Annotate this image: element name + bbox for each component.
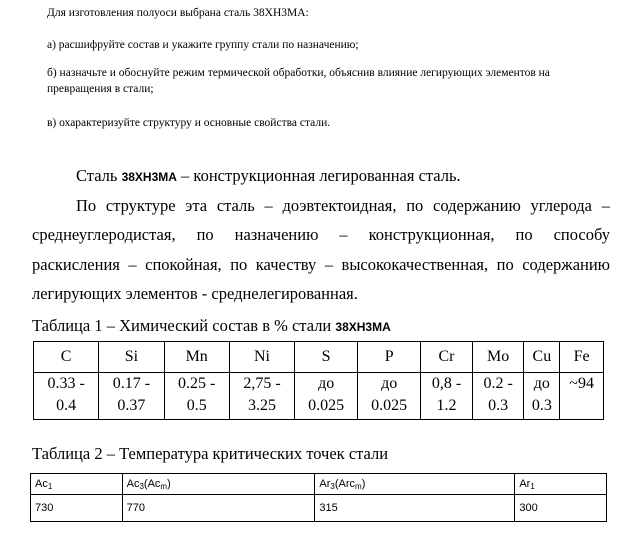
- value-line-2: 0.5: [186, 397, 207, 414]
- table1-header-cell: C: [34, 342, 99, 373]
- value-line-1: 2,75 -: [243, 375, 281, 392]
- table2-header-cell: [315, 474, 515, 495]
- table1-header-row: [34, 342, 604, 373]
- task-item-a: а) расшифруйте состав и укажите группу стали по назначению;: [47, 39, 359, 51]
- value-line-2: 1.2: [436, 397, 457, 414]
- answer-p1-suffix: – конструкционная легированная сталь.: [176, 166, 461, 185]
- value-line-1: 0.2 -: [483, 375, 513, 392]
- table1-header-cell: Cr: [421, 342, 473, 373]
- table1-caption: [32, 316, 391, 336]
- point-base: Ac: [126, 477, 140, 490]
- answer-p2-line3: раскисления – спокойная, по качеству – высококачественная, по содержанию: [32, 255, 610, 274]
- task-intro: Для изготовления полуоси выбрана сталь 38ХН3МА:: [47, 7, 309, 19]
- value-line-1: 0.17 -: [112, 375, 151, 392]
- point-subscript: 3: [139, 481, 144, 491]
- table1-header-cell: Ni: [229, 342, 294, 373]
- value-line-1: ~94: [569, 375, 594, 392]
- value-line-2: 0.025: [308, 397, 345, 414]
- value-line-2: 3.25: [247, 397, 276, 414]
- value-line-2: 0.3: [488, 397, 509, 414]
- table1-caption-prefix: Таблица 1 – Химический состав в % стали: [32, 316, 336, 335]
- table1-value-cell: [472, 373, 524, 420]
- table2-header-cell: [122, 474, 315, 495]
- answer-paragraph-1: [76, 166, 461, 186]
- table2-value-cell: 730: [31, 495, 123, 522]
- point-subscript: 3: [330, 481, 335, 491]
- value-line-2: 0.025: [371, 397, 408, 414]
- point-base: Ar: [519, 477, 531, 490]
- point-close: ): [167, 477, 171, 490]
- value-line-1: до: [318, 375, 335, 392]
- table2-value-cell: 315: [315, 495, 515, 522]
- value-line-1: 0.33 -: [47, 375, 85, 392]
- chemical-composition-table: [33, 341, 604, 420]
- table1-value-cell: [421, 373, 473, 420]
- point-subscript: 1: [47, 481, 53, 491]
- table1-value-cell: [524, 373, 560, 420]
- value-line-1: 0.25 -: [178, 375, 216, 392]
- table1-value-cell: [229, 373, 294, 420]
- table1-value-row: [34, 373, 604, 420]
- table1-caption-code: 38ХН3МА: [335, 320, 391, 334]
- table2-value-row: [31, 495, 607, 522]
- table1-value-cell: [560, 373, 604, 420]
- point-alt: (Arc: [334, 477, 356, 490]
- answer-p1-prefix: Сталь: [76, 166, 122, 185]
- table2-header-cell: [515, 474, 607, 495]
- value-line-2: 0.4: [56, 397, 77, 414]
- table2-header-row: [31, 474, 607, 495]
- value-line-1: 0,8 -: [431, 375, 462, 392]
- point-close: ): [361, 477, 366, 490]
- table1-value-cell: [99, 373, 164, 420]
- answer-p2-line4: легирующих элементов - среднелегированная.: [32, 284, 358, 303]
- point-subscript: 1: [530, 481, 535, 491]
- point-base: Ar: [319, 477, 331, 490]
- point-alt: (Ac: [143, 477, 161, 490]
- task-item-b-line1: б) назначьте и обоснуйте режим термической обработки, объяснив влияние легирующих элементов на: [47, 67, 550, 79]
- table2-header-cell: [31, 474, 123, 495]
- answer-p2-line1: По структуре эта сталь – доэвтектоидная, по содержанию углерода –: [76, 196, 610, 215]
- value-line-1: до: [533, 375, 550, 392]
- table1-header-cell: Mn: [164, 342, 229, 373]
- table2-value-cell: 770: [122, 495, 315, 522]
- table1-value-cell: [164, 373, 229, 420]
- point-alt-subscript: m: [160, 481, 168, 491]
- table2-caption: Таблица 2 – Температура критических точек стали: [32, 444, 389, 463]
- table1-value-cell: [34, 373, 99, 420]
- task-item-c: в) охарактеризуйте структуру и основные свойства стали.: [47, 117, 331, 129]
- point-base: Ac: [35, 477, 48, 490]
- task-item-b-line2: превращения в стали;: [47, 83, 154, 95]
- value-line-2: 0.3: [531, 397, 552, 414]
- table1-header-cell: S: [295, 342, 358, 373]
- table1-header-cell: Mo: [472, 342, 524, 373]
- steel-grade-code: 38ХН3МА: [121, 170, 177, 184]
- table1-header-cell: Si: [99, 342, 164, 373]
- answer-p2-line2: среднеуглеродистая, по назначению – конструкционная, по способу: [32, 225, 610, 244]
- value-line-2: 0.37: [117, 397, 146, 414]
- table1-header-cell: Cu: [524, 342, 560, 373]
- table2-value-cell: 300: [515, 495, 607, 522]
- table1-value-cell: [295, 373, 358, 420]
- critical-points-table: [30, 473, 607, 522]
- value-line-1: до: [381, 375, 398, 392]
- table1-header-cell: Fe: [560, 342, 604, 373]
- table1-header-cell: P: [358, 342, 421, 373]
- table1-value-cell: [358, 373, 421, 420]
- point-alt-subscript: m: [355, 481, 362, 491]
